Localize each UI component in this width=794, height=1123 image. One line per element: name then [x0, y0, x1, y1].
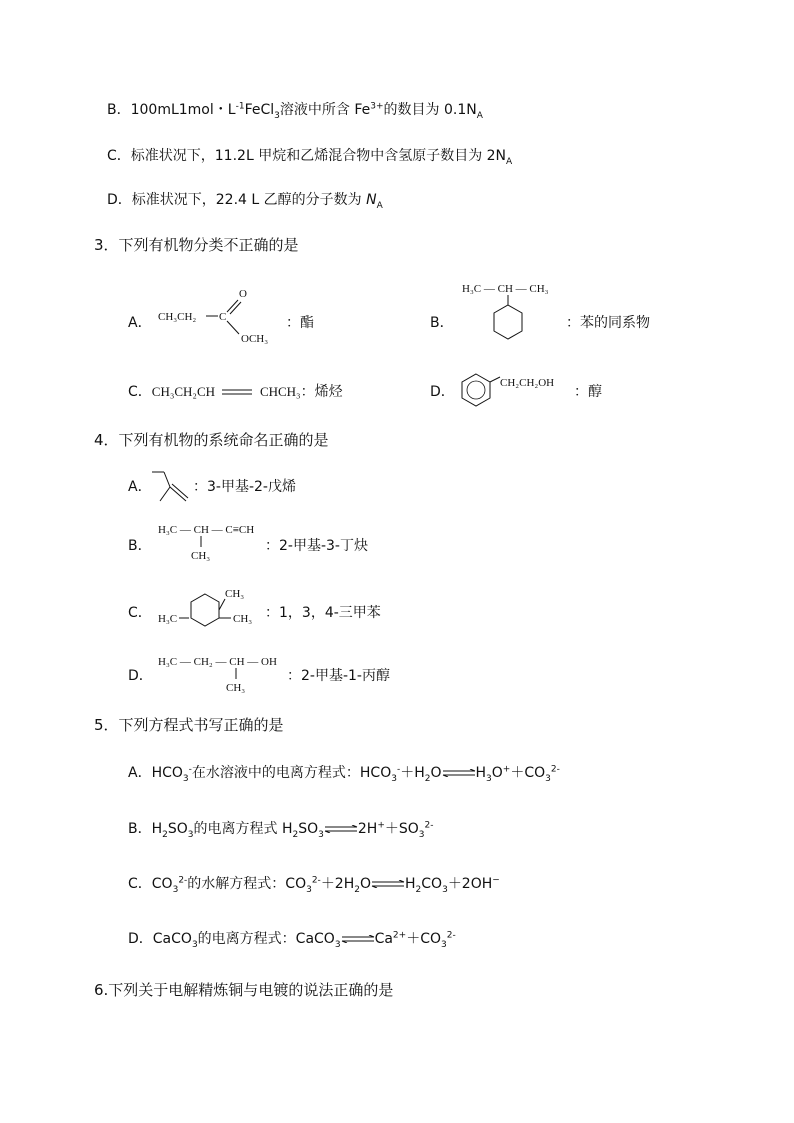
q3-a-ch3ch2: CH₃CH₂ — [158, 311, 197, 323]
q5-option-b: B．$H_2SO_3$的电离方程式 $H_2SO_3$ $2H^++SO_3^{2-}$ — [128, 820, 434, 840]
equilibrium-arrow-icon — [442, 769, 476, 777]
q4-b-structure — [155, 520, 267, 564]
q5-option-a: A．$HCO_3^-$在水溶液中的电离方程式：$HCO_3^-+H_2O$ $H_3O^++CO_3^{2-}$ — [128, 764, 560, 784]
q6-stem: 6.下列关于电解精炼铜与电镀的说法正确的是 — [94, 981, 394, 999]
q3-a-letter: A． — [128, 315, 152, 331]
q4-c-letter: C． — [128, 605, 152, 621]
equilibrium-arrow-icon — [341, 935, 375, 943]
svg-text:O: O — [239, 288, 247, 300]
q3-option-c: C．CH₃CH₂CH CHCH₃：烯烃 — [128, 384, 343, 400]
q3-d-desc: ：醇 — [574, 384, 602, 400]
q4-a-letter: A． — [128, 479, 152, 495]
svg-text:H₃C — CH — C≡CH: H₃C — CH — C≡CH — [158, 524, 255, 536]
svg-text:C: C — [219, 311, 227, 323]
q3-d-letter: D． — [430, 384, 455, 400]
q4-stem: 4．下列有机物的系统命名正确的是 — [94, 431, 329, 449]
q4-b-desc: ：2-甲基-3-丁炔 — [265, 538, 368, 554]
q4-b-letter: B． — [128, 538, 152, 554]
q4-a-desc: ：3-甲基-2-戊烯 — [193, 479, 296, 495]
q4-d-desc: ：2-甲基-1-丙醇 — [287, 668, 390, 684]
svg-text:CH₃: CH₃ — [226, 682, 246, 694]
svg-text:CH₃: CH₃ — [225, 588, 245, 600]
q4-a-structure — [148, 468, 196, 506]
q2-option-b: B．100mL1mol・$L^{-1}FeCl_3$溶液中所含 $Fe^{3+}$的数目为 $0.1N_A$ — [107, 101, 483, 121]
q3-b-letter: B． — [430, 315, 454, 331]
svg-text:H₃C — CH — CH₃: H₃C — CH — CH₃ — [462, 283, 549, 295]
q2-option-d: D．标准状况下，22.4 L 乙醇的分子数为 $N_A$ — [107, 192, 383, 211]
q4-c-desc: ：1，3，4-三甲苯 — [265, 605, 381, 621]
q5-option-c: C．$CO_3^{2-}$的水解方程式：$CO_3^{2-}+2H_2O$ $H_2CO_3+2OH^-$ — [128, 875, 500, 895]
svg-text:H₃C: H₃C — [158, 613, 178, 625]
svg-text:OCH₃: OCH₃ — [241, 333, 269, 345]
q3-a-desc: ：酯 — [286, 315, 314, 331]
q3-stem: 3．下列有机物分类不正确的是 — [94, 236, 299, 254]
svg-text:H₃C — CH₂ — CH — OH: H₃C — CH₂ — CH — OH — [158, 656, 277, 668]
q4-c-structure — [155, 585, 265, 635]
q4-d-letter: D． — [128, 668, 153, 684]
q3-a-structure — [155, 282, 285, 348]
equilibrium-arrow-icon — [371, 880, 405, 888]
double-bond-icon — [219, 387, 255, 397]
svg-text:CH₂CH₂OH: CH₂CH₂OH — [500, 377, 555, 389]
svg-text:CH₃: CH₃ — [233, 613, 253, 625]
svg-text:CH₃: CH₃ — [191, 550, 211, 562]
q5-option-d: D．CaCO$_3$的电离方程式：CaCO$_3$ $Ca^{2+}+CO_3^{2-}$ — [128, 930, 456, 950]
q2-option-c: C．标准状况下，11.2L 甲烷和乙烯混合物中含氢原子数目为 $2N_A$ — [107, 148, 513, 167]
q3-d-structure — [458, 370, 576, 412]
q3-b-desc: ：苯的同系物 — [566, 315, 650, 331]
equilibrium-arrow-icon — [324, 825, 358, 833]
q4-d-structure — [155, 652, 285, 696]
q5-stem: 5．下列方程式书写正确的是 — [94, 716, 284, 734]
q3-b-structure — [458, 280, 563, 350]
